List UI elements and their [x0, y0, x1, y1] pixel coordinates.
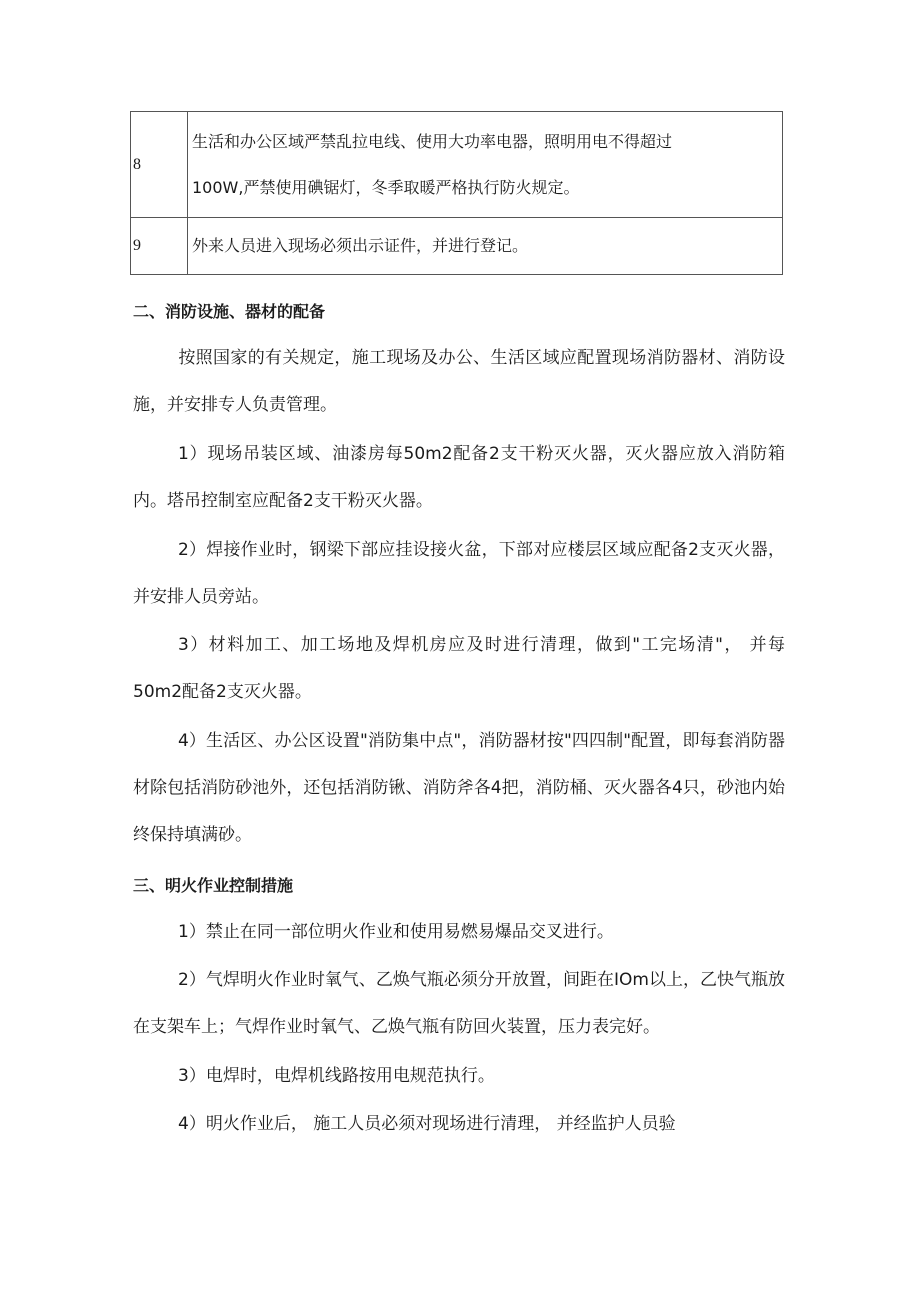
list-item	[133, 1053, 785, 1100]
list-item	[133, 909, 785, 956]
row-content-line: 外来人员进入现场必须出示证件，并进行登记。	[192, 236, 529, 255]
paragraph-text: 按照国家的有关规定，施工现场及办公、生活区域应配置现场消防器材、消防设施，并安排专人负责管理。	[133, 348, 785, 415]
list-item	[133, 957, 785, 1051]
list-item	[133, 1101, 785, 1148]
list-item	[133, 622, 785, 716]
row-content-line: 生活和办公区域严禁乱拉电线、使用大功率电器，照明用电不得超过	[192, 131, 673, 151]
row-number: 9	[131, 218, 188, 275]
row-number: 8	[131, 112, 188, 218]
row-content	[188, 218, 783, 275]
list-item-text: 2）焊接作业时，钢梁下部应挂设接火盆，下部对应楼层区域应配备2支灭火器，并安排人员旁站。	[133, 540, 785, 607]
section-heading: 二、消防设施、器材的配备	[133, 302, 326, 321]
table-row	[131, 112, 783, 218]
paragraph	[133, 335, 785, 429]
list-item-text: 3）材料加工、加工场地及焊机房应及时进行清理，做到"工完场清"， 并每50m2配备2支灭火器。	[133, 635, 785, 702]
list-item	[133, 718, 785, 859]
list-item-text: 4）生活区、办公区设置"消防集中点"，消防器材按"四四制"配置，即每套消防器材除包括消防砂池外，还包括消防锹、消防斧各4把，消防桶、灭火器各4只，砂池内始终保持填满砂。	[133, 731, 785, 845]
rules-table	[130, 111, 783, 275]
list-item	[133, 527, 785, 621]
list-item-text: 4）明火作业后， 施工人员必须对现场进行清理， 并经监护人员验	[178, 1114, 676, 1134]
table-row	[131, 218, 783, 275]
row-content-line: 100W,严禁使用碘锯灯，冬季取暖严格执行防火规定。	[192, 177, 580, 197]
list-item-text: 1）现场吊装区域、油漆房每50m2配备2支干粉灭火器，灭火器应放入消防箱内。塔吊控制室应配备2支干粉灭火器。	[133, 444, 785, 511]
row-content	[188, 112, 783, 218]
list-item-text: 1）禁止在同一部位明火作业和使用易燃易爆品交叉进行。	[178, 922, 614, 942]
list-item-text: 2）气焊明火作业时氧气、乙焕气瓶必须分开放置，间距在IOm以上，乙快气瓶放在支架车上；气焊作业时氧气、乙焕气瓶有防回火装置，压力表完好。	[133, 970, 785, 1037]
list-item-text: 3）电焊时，电焊机线路按用电规范执行。	[178, 1066, 495, 1086]
section-heading: 三、明火作业控制措施	[133, 876, 294, 895]
list-item	[133, 431, 785, 525]
